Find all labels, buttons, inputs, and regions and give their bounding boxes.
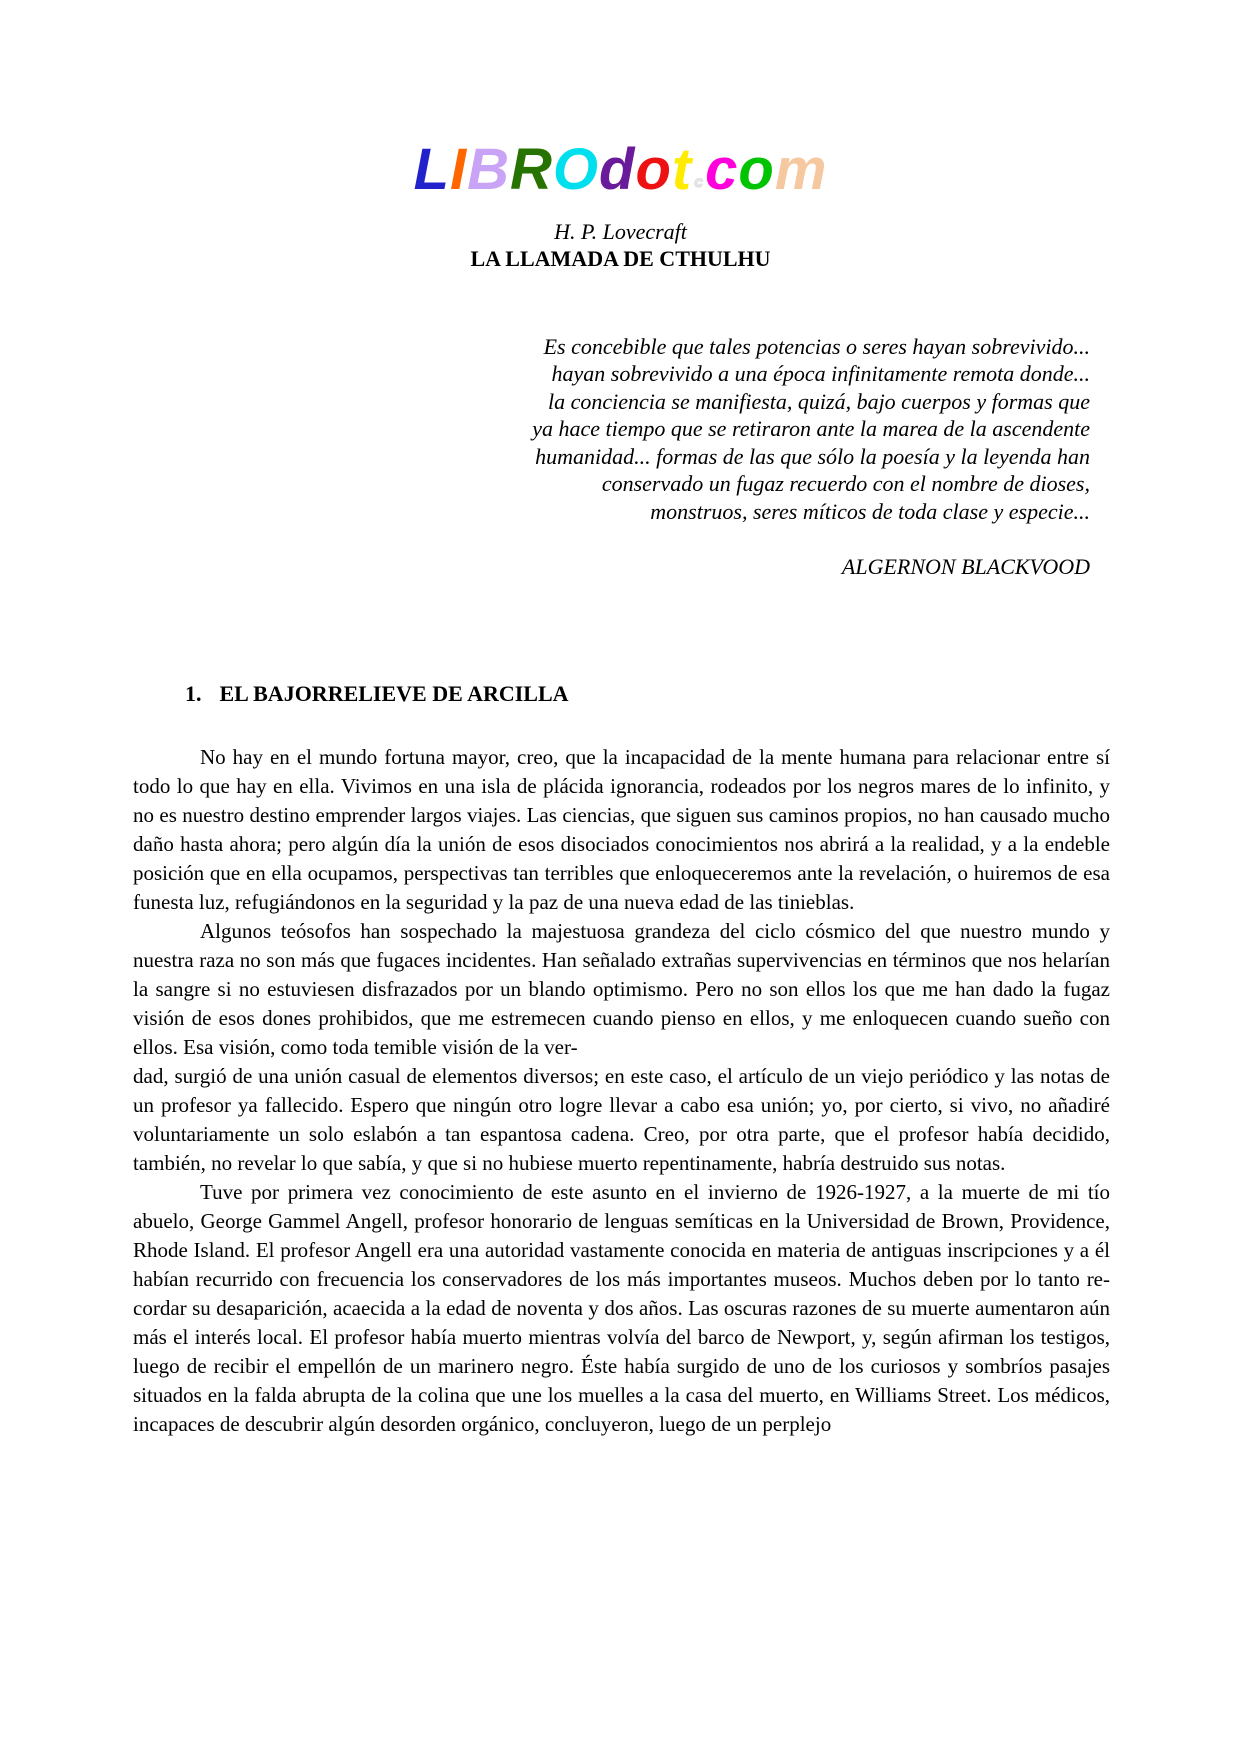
section-number: 1. — [185, 680, 202, 706]
logo-letter-r: R — [510, 137, 553, 202]
epigraph-line: monstruos, seres míticos de toda clase y especie... — [650, 498, 1090, 524]
epigraph-line: hayan sobrevivido a una época infinitamente remota donde... — [551, 361, 1090, 387]
logo-letter-l: L — [413, 137, 450, 202]
author-name: H. P. Lovecraft — [554, 218, 687, 244]
logo-letter-b: B — [467, 137, 511, 202]
epigraph-attribution: ALGERNON BLACKVOOD — [841, 554, 1090, 580]
section-heading — [0, 681, 1241, 707]
body-text — [0, 743, 1241, 1439]
epigraph-line: la conciencia se manifiesta, quizá, bajo cuerpos y formas que — [548, 388, 1090, 414]
logo-letter-o2: o — [635, 137, 672, 202]
logo-letter-t: t — [671, 137, 693, 202]
paragraph-2-continued: dad, surgió de una unión casual de elementos diversos; en este caso, el artículo de un viejo periódico y las notas de un profesor ya fallecido. Espero que ningún otro logre llevar a cabo esa unión; yo, por cierto, si vivo, no añadiré voluntariamente un solo eslabón a tan espantosa cadena. Creo, por otra parte, que el profesor había decidido, también, no revelar lo que sabía, y que si no hubiese muerto repentinamente, habría destruido sus notas. — [133, 1064, 1110, 1176]
book-title: LA LLAMADA DE CTHULHU — [470, 246, 771, 272]
logo-letter-o3: o — [738, 137, 775, 202]
epigraph-quote — [0, 333, 1241, 526]
paragraph-3: Tuve por primera vez conocimiento de este asunto en el invierno de 1926-1927, a la muerte de mi tío abuelo, George Gammel Angell, profesor honorario de lenguas semíticas en la Universidad de Brown, Providence, Rhode Island. El profesor Angell era una autoridad vastamente conocida en materia de antiguas inscripciones y a él habían recurrido con frecuencia los conservadores de los más importantes museos. Muchos deben por lo tanto re-cordar su desaparición, acaecida a la edad de noventa y dos años. Las oscuras razones de su muerte aumentaron aún más el interés local. El profesor había muerto mientras volvía del barco de Newport, y, según afirman los testigos, luego de recibir el empellón de un marinero negro. Éste había surgido de uno de los curiosos y sombríos pasajes situados en la falda abrupta de la colina que une los muelles a la casa del muerto, en Williams Street. Los médicos, incapaces de descubrir algún desorden orgánico, concluyeron, luego de un perplejo — [133, 1180, 1110, 1437]
paragraph-2: Algunos teósofos han sospechado la majestuosa grandeza del ciclo cósmico del que nuestro mundo y nuestra raza no son más que fugaces incidentes. Han señalado extrañas supervivencias en términos que nos helarían la sangre si no estuviesen disfrazados por un blando optimismo. Pero no son ellos los que me han dado la fugaz visión de esos dones prohibidos, que me estremecen cuando pienso en ellos, y me enloquecen cuando sueño con ellos. Esa visión, como toda temible visión de la ver- — [133, 919, 1110, 1060]
epigraph-line: conservado un fugaz recuerdo con el nombre de dioses, — [601, 471, 1090, 497]
logo-letter-c: c — [705, 137, 739, 202]
logo-letter-i: I — [450, 137, 468, 202]
logo-dot-separator: c — [694, 174, 704, 191]
paragraph-1: No hay en el mundo fortuna mayor, creo, que la incapacidad de la mente humana para relacionar entre sí todo lo que hay en ella. Vivimos en una isla de plácida ignorancia, rodeados por los negros mares de lo infinito, y no es nuestro destino emprender largos viajes. Las ciencias, que siguen sus caminos propios, no han causado mucho daño hasta ahora; pero algún día la unión de esos disociados conocimientos nos abrirá a la realidad, y a la endeble posición que en ella ocupamos, perspectivas tan terribles que enloqueceremos ante la revelación, o huiremos de esa funesta luz, refugiándonos en la seguridad y la paz de una nueva edad de las tinieblas. — [133, 745, 1110, 915]
logo-letter-d: d — [599, 137, 636, 202]
epigraph-line: ya hace tiempo que se retiraron ante la marea de la ascendente — [532, 416, 1090, 442]
logo-letter-o: O — [552, 137, 600, 202]
logo-letter-m: m — [774, 137, 828, 202]
epigraph-line: humanidad... formas de las que sólo la poesía y la leyenda han — [535, 443, 1090, 469]
section-title: EL BAJORRELIEVE DE ARCILLA — [219, 680, 569, 706]
epigraph-line: Es concebible que tales potencias o seres hayan sobrevivido... — [543, 333, 1090, 359]
librodot-logo — [0, 0, 1241, 202]
